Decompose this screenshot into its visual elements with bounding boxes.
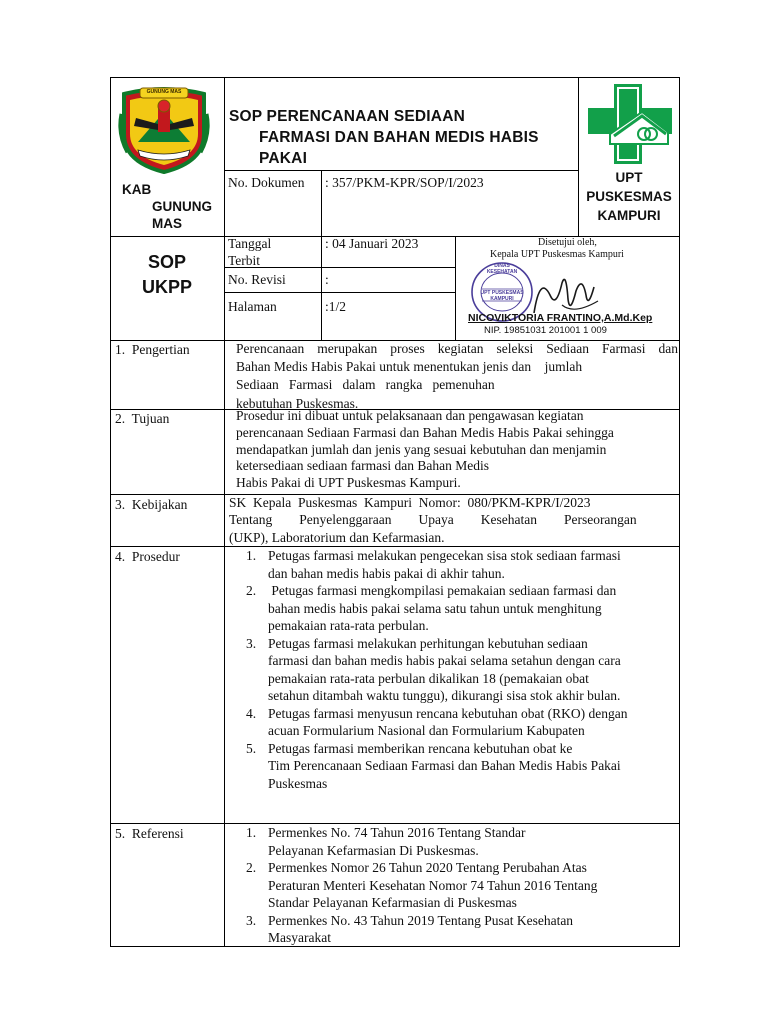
tujuan-line-3: mendapatkan jumlah dan jenis yang sesuai kebutuhan dan menjamin bbox=[236, 441, 607, 457]
title-line-1: SOP PERENCANAAN SEDIAAN bbox=[229, 108, 465, 125]
sop-label bbox=[111, 250, 223, 300]
section-prosedur-label: 4. Prosedur bbox=[115, 549, 180, 564]
tujuan-line-4: ketersediaan sediaan farmasi dan Bahan Medis bbox=[236, 458, 490, 474]
prosedur-5-line-3: Puskesmas bbox=[268, 775, 328, 791]
prosedur-3-line-3: pemakaian rata-rata perbulan dikalikan 18 (pemakaian obat bbox=[268, 670, 589, 686]
list-item bbox=[246, 547, 678, 582]
prosedur-3-line-1: Petugas farmasi melakukan perhitungan kebutuhan sediaan bbox=[268, 635, 588, 651]
list-item bbox=[246, 912, 666, 947]
referensi-3-number: 3. bbox=[246, 912, 257, 928]
halaman-label: Halaman bbox=[228, 299, 277, 314]
approval-block bbox=[456, 237, 678, 339]
prosedur-2-number: 2. bbox=[246, 583, 257, 598]
prosedur-list bbox=[246, 547, 678, 792]
referensi-2-number: 2. bbox=[246, 860, 257, 875]
upt-line-3: KAMPURI bbox=[597, 208, 661, 223]
prosedur-3-line-4: setahun ditambah waktu tunggu), dikurangi sisa stok akhir bulan. bbox=[268, 688, 621, 703]
section-kebijakan-body bbox=[229, 494, 677, 546]
section-referensi-label: 5. Referensi bbox=[115, 826, 184, 841]
title-line-3: PAKAI bbox=[259, 150, 308, 167]
sop-label-line-2: UKPP bbox=[141, 277, 192, 297]
section-referensi-body bbox=[246, 824, 666, 947]
approval-line-1: Disetujui oleh, bbox=[538, 237, 597, 248]
section-tujuan-label: 2. Tujuan bbox=[115, 411, 170, 426]
kebijakan-line-1: SK Kepala Puskesmas Kampuri Nomor: 080/PKM-KPR/I/2023 bbox=[229, 495, 591, 510]
prosedur-1-line-1: Petugas farmasi melakukan pengecekan sisa stok sediaan farmasi bbox=[268, 548, 621, 563]
tanggal-label-line-2: Terbit bbox=[228, 253, 261, 268]
pengertian-line-1: Perencanaan merupakan proses kegiatan seleksi Sediaan Farmasi dan bbox=[236, 341, 678, 356]
prosedur-2-line-3: pemakaian rata-rata perbulan. bbox=[268, 618, 429, 633]
pengertian-line-4: kebutuhan Puskesmas. bbox=[236, 395, 359, 411]
prosedur-3-line-2: farmasi dan bahan medis habis pakai selama setahun dengan cara bbox=[268, 653, 621, 668]
tanggal-label-line-1: Tanggal bbox=[228, 236, 272, 251]
section-kebijakan-label: 3. Kebijakan bbox=[115, 497, 188, 512]
referensi-2-line-3: Standar Pelayanan Kefarmasian di Puskesmas bbox=[268, 895, 517, 910]
upt-line-1: UPT bbox=[615, 170, 643, 185]
logo-caption: GUNUNG MAS bbox=[146, 89, 182, 95]
upt-line-2: PUSKESMAS bbox=[586, 189, 672, 204]
kab-line-1: KAB bbox=[122, 182, 152, 197]
list-item bbox=[246, 705, 678, 740]
prosedur-1-line-2: dan bahan medis habis pakai di akhir tahun. bbox=[268, 565, 505, 581]
referensi-3-line-2: Masyarakat bbox=[268, 930, 331, 945]
puskesmas-logo bbox=[584, 78, 676, 168]
kabupaten-logo bbox=[118, 84, 210, 174]
list-item bbox=[246, 859, 666, 912]
tujuan-line-5: Habis Pakai di UPT Puskesmas Kampuri. bbox=[236, 475, 461, 491]
list-item bbox=[246, 740, 678, 793]
tanggal-terbit-label bbox=[228, 235, 271, 269]
page-title bbox=[229, 106, 575, 169]
pengertian-line-2: Bahan Medis Habis Pakai untuk menentukan jenis dan jumlah bbox=[236, 359, 583, 375]
kebijakan-line-3: (UKP), Laboratorium dan Kefarmasian. bbox=[229, 529, 445, 545]
revisi-value: : bbox=[325, 272, 329, 287]
section-pengertian-body bbox=[236, 340, 678, 413]
tujuan-line-1: Prosedur ini dibuat untuk pelaksanaan dan pengawasan kegiatan bbox=[236, 408, 584, 423]
referensi-1-line-2: Pelayanan Kefarmasian Di Puskesmas. bbox=[268, 842, 479, 858]
no-dokumen-value: : 357/PKM-KPR/SOP/I/2023 bbox=[325, 175, 484, 190]
list-item bbox=[246, 582, 678, 635]
upt-name bbox=[580, 168, 678, 225]
list-item bbox=[246, 824, 666, 859]
kebijakan-line-2: Tentang Penyelenggaraan Upaya Kesehatan Perseorangan bbox=[229, 512, 637, 528]
revisi-label: No. Revisi bbox=[228, 272, 286, 287]
kab-line-2: GUNUNG bbox=[152, 199, 212, 214]
prosedur-4-line-2: acuan Formularium Nasional dan Formularium Kabupaten bbox=[268, 723, 585, 738]
prosedur-4-line-1: Petugas farmasi menyusun rencana kebutuhan obat (RKO) dengan bbox=[268, 705, 628, 721]
kab-line-3: MAS bbox=[152, 216, 182, 231]
referensi-2-line-1: Permenkes Nomor 26 Tahun 2020 Tentang Perubahan Atas bbox=[268, 860, 587, 875]
pengertian-line-3: Sediaan Farmasi dalam rangka pemenuhan bbox=[236, 377, 495, 393]
stamp-text-inner-1: UPT PUSKESMAS bbox=[480, 290, 524, 296]
prosedur-1-number: 1. bbox=[246, 548, 257, 563]
prosedur-5-line-2: Tim Perencanaan Sediaan Farmasi dan Bahan Medis Habis Pakai bbox=[268, 758, 621, 773]
no-dokumen-label: No. Dokumen bbox=[228, 175, 305, 190]
section-tujuan-body bbox=[236, 408, 678, 492]
prosedur-5-line-1: Petugas farmasi memberikan rencana kebutuhan obat ke bbox=[268, 740, 573, 756]
tujuan-line-2: perencanaan Sediaan Farmasi dan Bahan Medis Habis Pakai sehingga bbox=[236, 424, 614, 440]
halaman-value: :1/2 bbox=[325, 299, 347, 314]
referensi-2-line-2: Peraturan Menteri Kesehatan Nomor 74 Tahun 2016 Tentang bbox=[268, 877, 598, 893]
referensi-1-line-1: Permenkes No. 74 Tahun 2016 Tentang Standar bbox=[268, 825, 526, 840]
sop-label-line-1: SOP bbox=[147, 252, 186, 272]
tanggal-terbit-value: : 04 Januari 2023 bbox=[325, 236, 419, 251]
referensi-1-number: 1. bbox=[246, 825, 257, 840]
approver-name: NICOVIKTORIA FRANTINO,A.Md.Kep bbox=[468, 312, 653, 324]
prosedur-5-number: 5. bbox=[246, 740, 257, 756]
title-line-2: FARMASI DAN BAHAN MEDIS HABIS bbox=[259, 129, 539, 146]
prosedur-3-number: 3. bbox=[246, 635, 257, 651]
prosedur-4-number: 4. bbox=[246, 705, 257, 721]
section-prosedur-body bbox=[246, 547, 678, 792]
approval-line-2: Kepala UPT Puskesmas Kampuri bbox=[490, 249, 624, 260]
kab-name bbox=[122, 181, 212, 232]
stamp-text-outer: DINAS KESEHATAN bbox=[486, 263, 518, 275]
stamp-text-inner-2: KAMPURI bbox=[490, 296, 514, 302]
referensi-list bbox=[246, 824, 666, 947]
approver-nip: NIP. 19851031 201001 1 009 bbox=[484, 325, 607, 336]
prosedur-2-line-1: Petugas farmasi mengkompilasi pemakaian sediaan farmasi dan bbox=[268, 583, 617, 598]
section-pengertian-label: 1. Pengertian bbox=[115, 342, 190, 357]
referensi-3-line-1: Permenkes No. 43 Tahun 2019 Tentang Pusat Kesehatan bbox=[268, 912, 574, 928]
prosedur-2-line-2: bahan medis habis pakai selama satu tahun untuk menghitung bbox=[268, 600, 602, 616]
list-item bbox=[246, 635, 678, 705]
